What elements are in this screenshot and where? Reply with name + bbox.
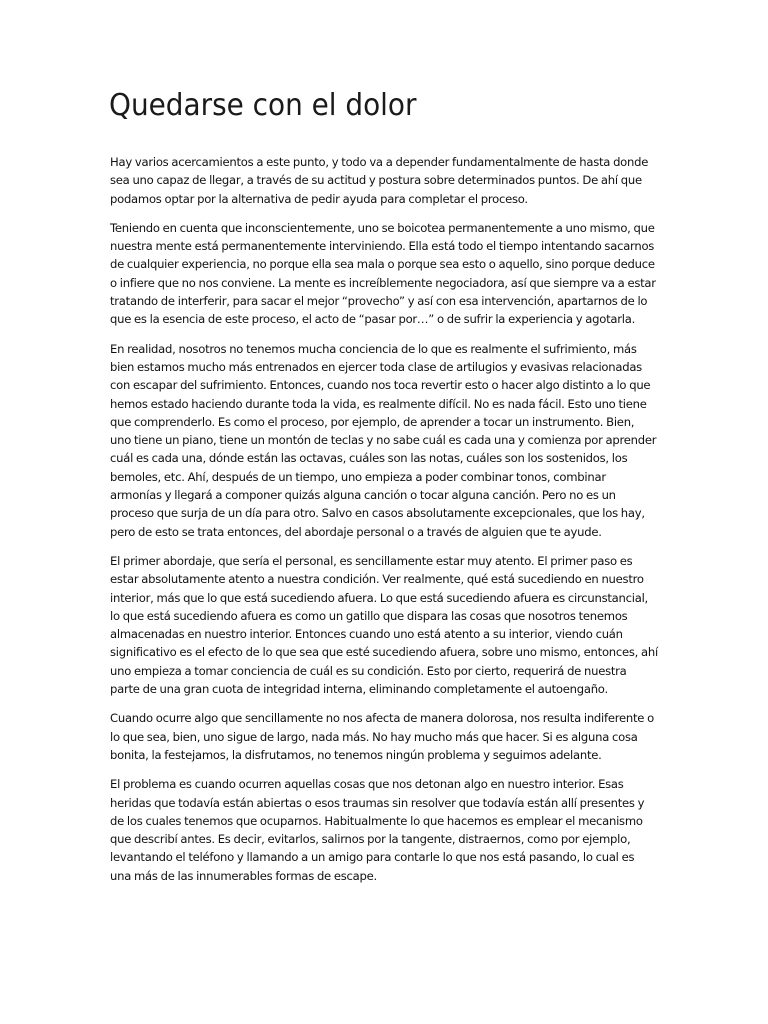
page-title: Quedarse con el dolor [109, 88, 417, 123]
document-body [110, 153, 658, 885]
paragraph-5: Cuando ocurre algo que sencillamente no nos afecta de manera dolorosa, nos resulta indiferente o lo que sea, bien, uno sigue de largo, nada más. No hay mucho más que hacer. Si es alguna cosa bonita, la festejamos, la disfrutamos, no tenemos ningún problema y seguimos adelante. [110, 711, 654, 762]
paragraph-1: Hay varios acercamientos a este punto, y todo va a depender fundamentalmente de hasta donde sea uno capaz de llegar, a través de su actitud y postura sobre determinados puntos. De ahí que podamos optar por la alternativa de pedir ayuda para completar el proceso. [110, 155, 649, 206]
paragraph-2: Teniendo en cuenta que inconscientemente, uno se boicotea permanentemente a uno mismo, que nuestra mente está permanentemente interviniendo. Ella está todo el tiempo intentando sacarnos de cualquier experiencia, no porque ella sea mala o porque sea esto o aquello, sino porque deduce o infiere que no nos conviene. La mente es increíblemente negociadora, así que siempre va a estar tratando de interferir, para sacar el mejor “provecho” y así con esa intervención, apartarnos de lo que es la esencia de este proceso, el acto de “pasar por…” o de sufrir la experiencia y agotarla. [110, 220, 656, 327]
paragraph-3: En realidad, nosotros no tenemos mucha conciencia de lo que es realmente el sufrimiento, más bien estamos mucho más entrenados en ejercer toda clase de artilugios y evasivas relacionadas con escapar del sufrimiento. Entonces, cuando nos toca revertir esto o hacer algo distinto a lo que hemos estado haciendo durante toda la vida, es realmente difícil. No es nada fácil. Esto uno tiene que comprenderlo. Es como el proceso, por ejemplo, de aprender a tocar un instrumento. Bien, uno tiene un piano, tiene un montón de teclas y no sabe cuál es cada una y comienza por aprender cuál es cada una, dónde están las octavas, cuáles son las notas, cuáles son los sostenidos, los bemoles, etc. Ahí, después de un tiempo, uno empieza a poder combinar tonos, combinar armonías y llegará a componer quizás alguna canción o tocar alguna canción. Pero no es un proceso que surja de un día para otro. Salvo en casos absolutamente excepcionales, que los hay, pero de esto se trata entonces, del abordaje personal o a través de alguien que te ayude. [110, 341, 657, 539]
paragraph-4: El primer abordaje, que sería el personal, es sencillamente estar muy atento. El primer paso es estar absolutamente atento a nuestra condición. Ver realmente, qué está sucediendo en nuestro interior, más que lo que está sucediendo afuera. Lo que está sucediendo afuera es circunstancial, lo que está sucediendo afuera es como un gatillo que dispara las cosas que nosotros tenemos almacenadas en nuestro interior. Entonces cuando uno está atento a su interior, viendo cuán significativo es el efecto de lo que sea que esté sucediendo afuera, sobre uno mismo, entonces, ahí uno empieza a tomar conciencia de cuál es su condición. Esto por cierto, requerirá de nuestra parte de una gran cuota de integridad interna, eliminando completamente el autoengaño. [110, 553, 658, 697]
paragraph-6: El problema es cuando ocurren aquellas cosas que nos detonan algo en nuestro interior. Esas heridas que todavía están abiertas o esos traumas sin resolver que todavía están allí presentes y de los cuales tenemos que ocuparnos. Habitualmente lo que hacemos es emplear el mecanismo que describí antes. Es decir, evitarlos, salirnos por la tangente, distraernos, como por ejemplo, levantando el teléfono y llamando a un amigo para contarle lo que nos está pasando, lo cual es una más de las innumerables formas de escape. [110, 777, 645, 883]
